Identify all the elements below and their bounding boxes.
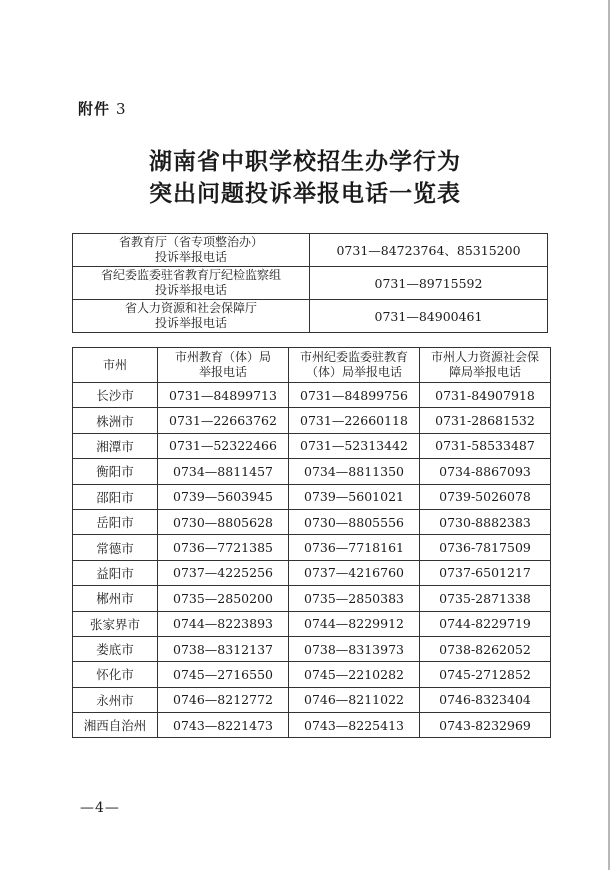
human-resources-phone: 0743-8232969	[420, 713, 551, 738]
discipline-inspection-phone: 0746—8211022	[289, 687, 420, 712]
discipline-inspection-phone: 0737—4216760	[289, 560, 420, 585]
education-bureau-phone: 0731—84899713	[158, 383, 289, 408]
discipline-inspection-phone: 0739—5601021	[289, 484, 420, 509]
discipline-inspection-phone: 0731—22660118	[289, 408, 420, 433]
provincial-hotline-table	[72, 233, 548, 333]
human-resources-phone: 0739-5026078	[420, 484, 551, 509]
provincial-agency-name: 省教育厅（省专项整治办） 投诉举报电话	[73, 234, 310, 267]
city-name: 衡阳市	[73, 459, 158, 484]
human-resources-phone: 0738-8262052	[420, 636, 551, 661]
education-bureau-phone: 0734—8811457	[158, 459, 289, 484]
provincial-phone: 0731—89715592	[310, 267, 548, 300]
education-bureau-phone: 0739—5603945	[158, 484, 289, 509]
discipline-inspection-phone: 0738—8313973	[289, 636, 420, 661]
city-name: 湘潭市	[73, 433, 158, 458]
provincial-phone: 0731—84723764、85315200	[310, 234, 548, 267]
human-resources-phone: 0730-8882383	[420, 509, 551, 534]
header-human-resources: 市州人力资源社会保 障局举报电话	[420, 348, 551, 383]
provincial-row	[73, 234, 548, 267]
education-bureau-phone: 0744—8223893	[158, 611, 289, 636]
city-name: 湘西自治州	[73, 713, 158, 738]
city-name: 长沙市	[73, 383, 158, 408]
city-row	[73, 535, 551, 560]
education-bureau-phone: 0731—52322466	[158, 433, 289, 458]
city-row	[73, 408, 551, 433]
provincial-phone: 0731—84900461	[310, 300, 548, 333]
city-name: 常德市	[73, 535, 158, 560]
human-resources-phone: 0735-2871338	[420, 586, 551, 611]
discipline-inspection-phone: 0730—8805556	[289, 509, 420, 534]
human-resources-phone: 0744-8229719	[420, 611, 551, 636]
city-name: 邵阳市	[73, 484, 158, 509]
attachment-label	[78, 98, 127, 119]
city-row	[73, 713, 551, 738]
city-name: 益阳市	[73, 560, 158, 585]
page-number: —4—	[80, 800, 120, 816]
education-bureau-phone: 0731—22663762	[158, 408, 289, 433]
discipline-inspection-phone: 0744—8229912	[289, 611, 420, 636]
education-bureau-phone: 0736—7721385	[158, 535, 289, 560]
city-name: 怀化市	[73, 662, 158, 687]
city-row	[73, 509, 551, 534]
city-name: 岳阳市	[73, 509, 158, 534]
city-name: 张家界市	[73, 611, 158, 636]
city-row	[73, 662, 551, 687]
provincial-row	[73, 267, 548, 300]
education-bureau-phone: 0735—2850200	[158, 586, 289, 611]
city-row	[73, 611, 551, 636]
provincial-agency-name: 省人力资源和社会保障厅 投诉举报电话	[73, 300, 310, 333]
education-bureau-phone: 0738—8312137	[158, 636, 289, 661]
city-row	[73, 586, 551, 611]
discipline-inspection-phone: 0734—8811350	[289, 459, 420, 484]
discipline-inspection-phone: 0735—2850383	[289, 586, 420, 611]
discipline-inspection-phone: 0745—2210282	[289, 662, 420, 687]
human-resources-phone: 0734-8867093	[420, 459, 551, 484]
discipline-inspection-phone: 0731—84899756	[289, 383, 420, 408]
city-row	[73, 484, 551, 509]
education-bureau-phone: 0746—8212772	[158, 687, 289, 712]
provincial-agency-name: 省纪委监委驻省教育厅纪检监察组 投诉举报电话	[73, 267, 310, 300]
page-title-line-2: 突出问题投诉举报电话一览表	[149, 180, 461, 207]
education-bureau-phone: 0737—4225256	[158, 560, 289, 585]
city-row	[73, 433, 551, 458]
city-row	[73, 459, 551, 484]
human-resources-phone: 0731-28681532	[420, 408, 551, 433]
human-resources-phone: 0737-6501217	[420, 560, 551, 585]
human-resources-phone: 0736-7817509	[420, 535, 551, 560]
education-bureau-phone: 0745—2716550	[158, 662, 289, 687]
attachment-word: 附件	[78, 100, 111, 118]
discipline-inspection-phone: 0736—7718161	[289, 535, 420, 560]
human-resources-phone: 0745-2712852	[420, 662, 551, 687]
city-name: 永州市	[73, 687, 158, 712]
human-resources-phone: 0731-84907918	[420, 383, 551, 408]
education-bureau-phone: 0743—8221473	[158, 713, 289, 738]
header-city: 市州	[73, 348, 158, 383]
city-hotline-table	[72, 347, 551, 738]
page-title-line-1: 湖南省中职学校招生办学行为	[149, 148, 461, 175]
provincial-row	[73, 300, 548, 333]
header-education-bureau: 市州教育（体）局 举报电话	[158, 348, 289, 383]
header-discipline-inspection: 市州纪委监委驻教育 （体）局举报电话	[289, 348, 420, 383]
city-row	[73, 636, 551, 661]
discipline-inspection-phone: 0743—8225413	[289, 713, 420, 738]
city-name: 郴州市	[73, 586, 158, 611]
education-bureau-phone: 0730—8805628	[158, 509, 289, 534]
city-row	[73, 687, 551, 712]
discipline-inspection-phone: 0731—52313442	[289, 433, 420, 458]
human-resources-phone: 0746-8323404	[420, 687, 551, 712]
city-name: 娄底市	[73, 636, 158, 661]
city-table-header-row	[73, 348, 551, 383]
attachment-number: 3	[116, 100, 127, 118]
city-name: 株洲市	[73, 408, 158, 433]
city-row	[73, 560, 551, 585]
human-resources-phone: 0731-58533487	[420, 433, 551, 458]
city-row	[73, 383, 551, 408]
